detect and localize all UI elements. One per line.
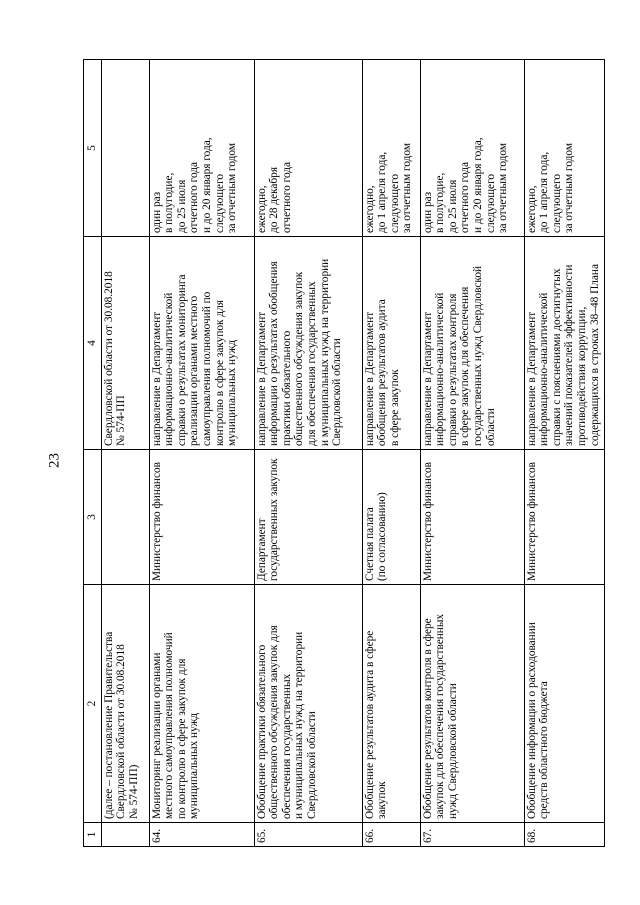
executor-cell: Министерство финансов — [149, 450, 254, 585]
row-number: 64. — [149, 823, 254, 847]
header-col-5: 5 — [84, 60, 102, 237]
header-col-3: 3 — [84, 450, 102, 585]
executor-cell: Министерство финансов — [420, 450, 524, 585]
header-col-2: 2 — [84, 585, 102, 823]
header-row — [84, 60, 102, 847]
row-number: 68. — [524, 823, 604, 847]
result-cell: направление в Департамент информации о результатах обобщения практики обязательного общественного обсуждения закупок для обеспечения государственных и муниципальных нужд на территории Свердловской области — [254, 237, 362, 450]
table-row — [362, 60, 420, 847]
result-cell: направление в Департамент информационно-аналитической справки о результатах мониторинга реализации органами местного самоуправления полномочий по контролю в сфере закупок для муниципальных нужд — [149, 237, 254, 450]
executor-cell: Министерство финансов — [524, 450, 604, 585]
measure-cell: Мониторинг реализации органами местного самоуправления полномочий по контролю в сфере закупок для муниципальных нужд — [149, 585, 254, 823]
measure-cell: Обобщение информации о расходовании средств областного бюджета — [524, 585, 604, 823]
plan-table — [83, 59, 605, 847]
page-number: 23 — [46, 453, 63, 468]
result-cell: направление в Департамент информационно-аналитической справки о результатах контроля в сфере закупок для обеспечения государственных нужд Свердловской области — [420, 237, 524, 450]
executor-cell: Департамент государственных закупок — [254, 450, 362, 585]
measure-cell: Обобщение результатов контроля в сфере закупок для обеспечения государственных нужд Свердловской области — [420, 585, 524, 823]
rotated-page-content — [83, 60, 605, 847]
deadline-cell: один раз в полугодие, до 25 июля отчетного года и до 20 января года, следующего за отчетным годом — [420, 60, 524, 237]
row-number: 66. — [362, 823, 420, 847]
result-cell: направление в Департамент обобщения результатов аудита в сфере закупок — [362, 237, 420, 450]
deadline-cell: один раз в полугодие, до 25 июля отчетного года и до 20 января года, следующего за отчетным годом — [149, 60, 254, 237]
deadline-cell: ежегодно, до 1 апреля года, следующего за отчетным годом — [524, 60, 604, 237]
deadline-cell — [101, 60, 149, 237]
table-row — [101, 60, 149, 847]
measure-cell: (далее – постановление Правительства Свердловской области от 30.08.2018 № 574-ПП) — [101, 585, 149, 823]
executor-cell: Счетная палата (по согласованию) — [362, 450, 420, 585]
row-number: 65. — [254, 823, 362, 847]
measure-cell: Обобщение практики обязательного общественного обсуждения закупок для обеспечения государственных и муниципальных нужд на территории Свердловской области — [254, 585, 362, 823]
measure-cell: Обобщение результатов аудита в сфере закупок — [362, 585, 420, 823]
deadline-cell: ежегодно, до 1 апреля года, следующего за отчетным годом — [362, 60, 420, 237]
result-cell: Свердловской области от 30.08.2018 № 574-ПП — [101, 237, 149, 450]
deadline-cell: ежегодно, до 28 декабря отчетного года — [254, 60, 362, 237]
header-col-1: 1 — [84, 823, 102, 847]
result-cell: направление в Департамент информационно-аналитической справки с пояснениями достигнутых значений показателей эффективности противодействия коррупции, содержащихся в строках 38–48 Плана — [524, 237, 604, 450]
row-number: 67. — [420, 823, 524, 847]
table-row — [254, 60, 362, 847]
table-row — [524, 60, 604, 847]
table-row — [420, 60, 524, 847]
row-number — [101, 823, 149, 847]
executor-cell — [101, 450, 149, 585]
table-row — [149, 60, 254, 847]
header-col-4: 4 — [84, 237, 102, 450]
